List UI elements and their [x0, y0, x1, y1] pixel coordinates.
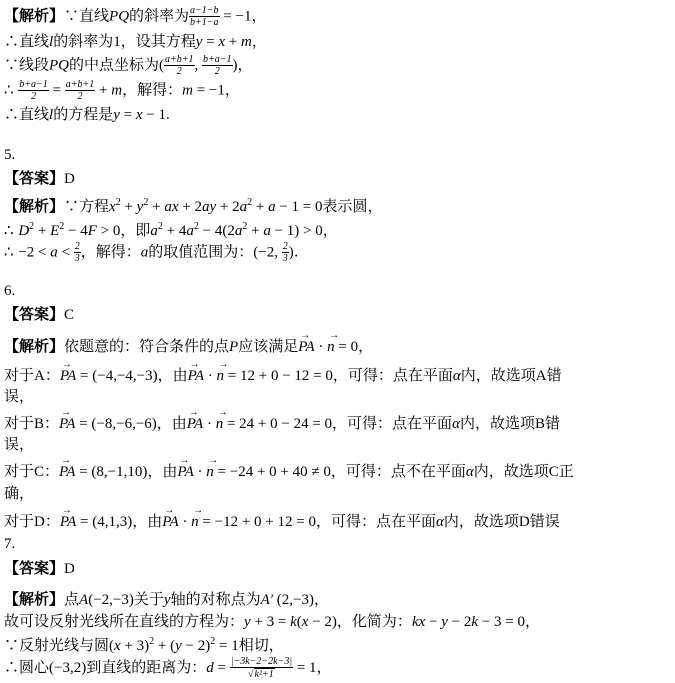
analysis-5-line-3: ∴ −2 < a < $\frac{2}{3}$ ，解得：a的取值范围为：(−2, $\frac{2}{3}$ ).: [4, 241, 299, 264]
answer-7: 【答案】D: [4, 559, 75, 577]
analysis-6-line-B: 对于B：→ PA = (−8,−6,−6)，由→ PA · → n = 24 + 0 − 24 = 0，可得：点在平面α内，故选项B错: [4, 413, 560, 434]
line-1: 【解析】∵直线PQ的斜率为 $\frac{a-1-b}{b+1-a}$ = −1，: [4, 5, 267, 28]
analysis-6-line-D: 对于D：→ PA = (4,1,3)，由→ PA · → n = −12 + 0 + 12 = 0，可得：点在平面α内，故选项D错误: [4, 511, 560, 532]
analysis-5-line-1: 【解析】∵方程$x^2 + y^2$ + ax + $2ay + 2a^2 + a - 1 = 0$表示圆，: [4, 197, 383, 215]
analysis-6-line-1: 【解析】依题意的：符合条件的点P应该满足→ PA · → n = 0，: [4, 336, 373, 357]
analysis-6-line-C: 对于C：→ PA = (8,−1,10)，由→ PA · → n = −24 + 0 + 40 ≠ 0，可得：点不在平面α内，故选项C正: [4, 461, 574, 482]
analysis-6-line-B-cont: 误，: [4, 435, 35, 453]
line-5: ∴直线l的方程是y = x − 1.: [4, 105, 170, 123]
question-number-6: 6.: [4, 283, 16, 299]
line-3: ∵线段PQ的中点坐标为( $\frac{a+b+1}{2}$ , $\frac{b+a-1}{2}$ )，: [4, 54, 253, 77]
analysis-6-line-A: 对于A：→ PA = (−4,−4,−3)，由→ PA · → n = 12 + 0 − 12 = 0，可得：点在平面α内，故选项A错: [4, 365, 562, 386]
analysis-7-line-1: 【解析】点A(−2,−3)关于y轴的对称点为A′ (2,−3)，: [4, 590, 329, 608]
line-4: ∴ $\frac{b+a-1}{2}$ = $\frac{a+b+1}{2}$ + m，解得：m = −1，: [4, 79, 240, 102]
analysis-5-line-2: ∴ $D^2 + E^2 - 4F > 0$，即$a^2 + 4a^2 - 4(2a^2 + a - 1) > 0$，: [4, 221, 338, 239]
analysis-6-line-C-cont: 确，: [4, 484, 35, 502]
question-number-7: 7.: [4, 536, 16, 552]
analysis-7-line-4: ∴圆心(−3,2)到直线的距离为：d = $\frac{|-3k-2-2k-3|}{\text{√k²+1}}$ = 1，: [4, 656, 332, 680]
analysis-7-line-2: 故可设反射光线所在直线的方程为：y + 3 = k(x − 2)，化简为：kx − y − 2k − 3 = 0，: [4, 612, 540, 630]
analysis-7-line-3: ∵反射光线与圆$(x + 3)^2 + (y - 2)^2 = 1$相切，: [4, 636, 284, 654]
question-number-5: 5.: [4, 147, 16, 163]
answer-5: 【答案】D: [4, 169, 75, 187]
analysis-6-line-A-cont: 误，: [4, 387, 35, 405]
answer-6: 【答案】C: [4, 305, 75, 323]
line-2: ∴直线l的斜率为1，设其方程y = x + m，: [4, 32, 267, 50]
